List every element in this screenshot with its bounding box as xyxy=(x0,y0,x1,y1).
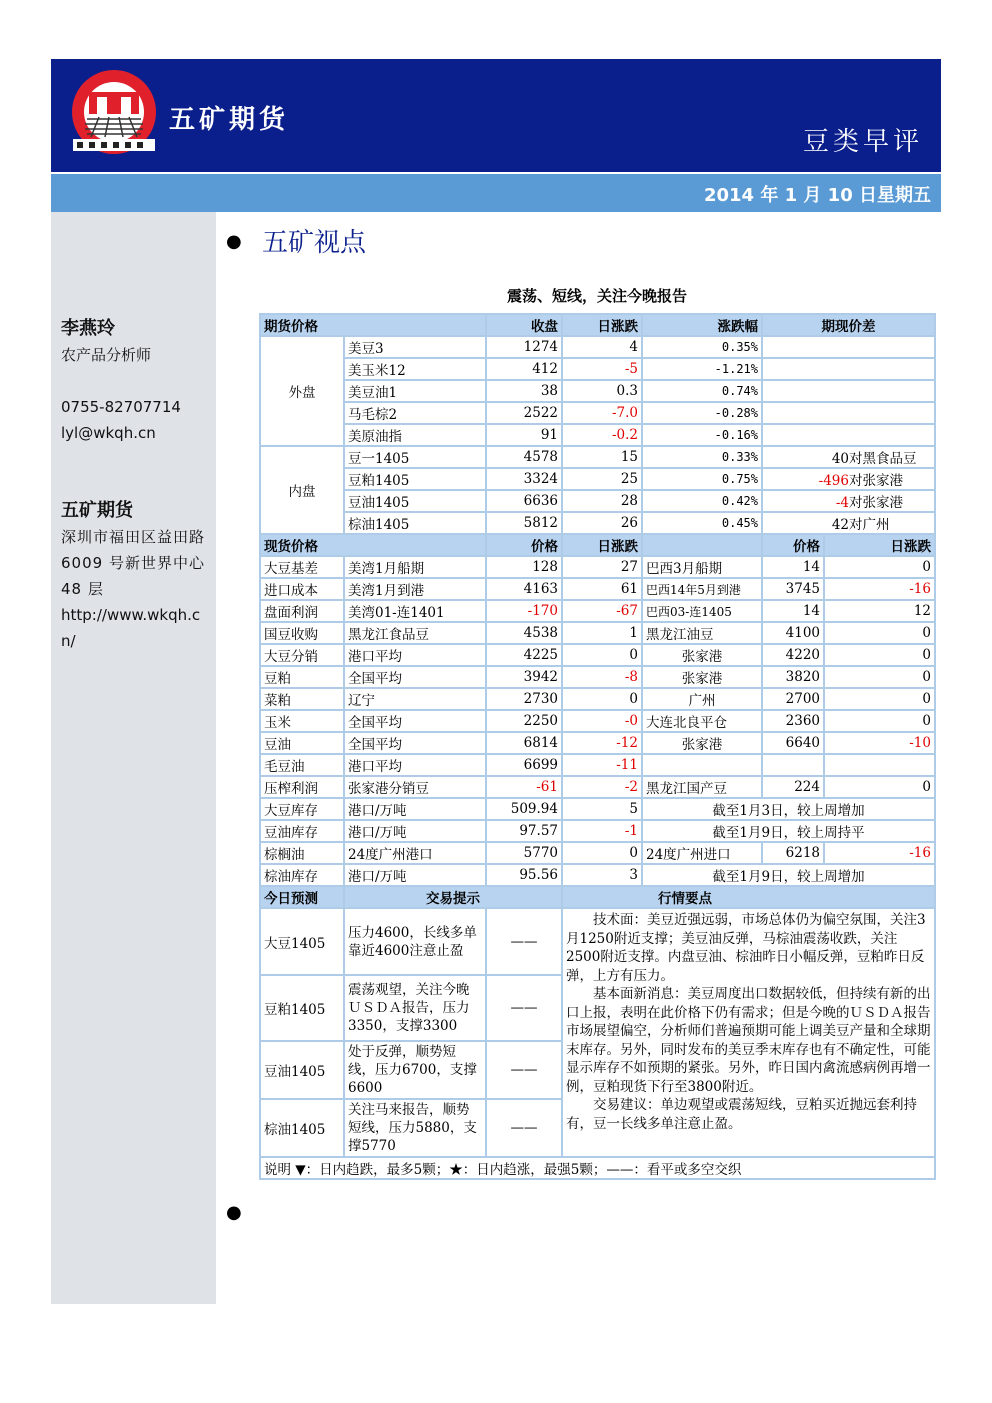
analyst-email[interactable]: lyl@wkqh.cn xyxy=(61,424,156,442)
spot-row xyxy=(260,820,935,842)
analyst-name: 李燕玲 xyxy=(61,318,115,339)
spot-location: 港口平均 xyxy=(344,644,486,666)
contract-name: 美豆3 xyxy=(344,336,486,358)
spot-change: 0 xyxy=(562,644,642,666)
trend-signal: —— xyxy=(486,908,562,975)
forecast-header-row xyxy=(260,886,935,908)
spot-row xyxy=(260,556,935,578)
spot-location xyxy=(642,754,762,776)
daily-change: 0.3 xyxy=(562,380,642,402)
change-percent: -0.16% xyxy=(642,424,762,446)
spot-location: 黑龙江食品豆 xyxy=(344,622,486,644)
spot-price: 3942 xyxy=(486,666,562,688)
spot-item: 棕榈油 xyxy=(260,842,344,864)
change-percent: -0.28% xyxy=(642,402,762,424)
minmetals-logo xyxy=(69,67,159,157)
basis-note: 对广州 xyxy=(849,517,890,533)
futures-row xyxy=(260,358,935,380)
futures-row xyxy=(260,512,935,534)
daily-change: 4 xyxy=(562,336,642,358)
sidebar xyxy=(51,212,216,1304)
spot-price: 4225 xyxy=(486,644,562,666)
daily-change: -0.2 xyxy=(562,424,642,446)
column-header: 行情要点 xyxy=(562,886,935,908)
inventory-note: 截至1月3日，较上周增加 xyxy=(642,798,935,820)
spot-price: 6814 xyxy=(486,732,562,754)
spot-change: -2 xyxy=(562,776,642,798)
close-price: 91 xyxy=(486,424,562,446)
spot-item: 大豆分销 xyxy=(260,644,344,666)
spot-header: 现货价格 xyxy=(260,534,486,556)
spot-location: 美湾1月到港 xyxy=(344,578,486,600)
spot-header-row xyxy=(260,534,935,556)
column-header: 日涨跌 xyxy=(824,534,935,556)
spot-price: 6699 xyxy=(486,754,562,776)
spot-item: 豆油库存 xyxy=(260,820,344,842)
basis-cell xyxy=(762,336,935,358)
spot-price: 6218 xyxy=(762,842,824,864)
spot-change: 5 xyxy=(562,798,642,820)
spot-change: 0 xyxy=(824,644,935,666)
spot-item: 棕油库存 xyxy=(260,864,344,886)
change-percent: 0.45% xyxy=(642,512,762,534)
spot-change: -12 xyxy=(562,732,642,754)
spot-price: 4538 xyxy=(486,622,562,644)
change-percent: 0.75% xyxy=(642,468,762,490)
spot-item: 大豆基差 xyxy=(260,556,344,578)
spot-change: -11 xyxy=(562,754,642,776)
spot-location: 黑龙江国产豆 xyxy=(642,776,762,798)
contract-name: 豆油1405 xyxy=(344,490,486,512)
spot-row xyxy=(260,864,935,886)
spot-change: -67 xyxy=(562,600,642,622)
spot-location: 张家港 xyxy=(642,644,762,666)
daily-change: 28 xyxy=(562,490,642,512)
spot-location: 全国平均 xyxy=(344,666,486,688)
daily-change: -7.0 xyxy=(562,402,642,424)
spot-row xyxy=(260,666,935,688)
futures-row xyxy=(260,336,935,358)
close-price: 412 xyxy=(486,358,562,380)
change-percent: 0.42% xyxy=(642,490,762,512)
spot-item: 玉米 xyxy=(260,710,344,732)
forecast-row xyxy=(260,908,935,975)
spot-location: 辽宁 xyxy=(344,688,486,710)
spot-location: 美湾1月船期 xyxy=(344,556,486,578)
close-price: 2522 xyxy=(486,402,562,424)
spot-row xyxy=(260,600,935,622)
market-points xyxy=(562,908,935,1157)
spot-change: 0 xyxy=(824,776,935,798)
spot-price: 224 xyxy=(762,776,824,798)
spot-row xyxy=(260,754,935,776)
change-percent: 0.33% xyxy=(642,446,762,468)
daily-change: 26 xyxy=(562,512,642,534)
basis-cell xyxy=(762,468,935,490)
spot-price: 3745 xyxy=(762,578,824,600)
contract-name: 豆一1405 xyxy=(344,446,486,468)
futures-row xyxy=(260,402,935,424)
spot-location: 24度广州进口 xyxy=(642,842,762,864)
trend-signal: —— xyxy=(486,1099,562,1157)
column-header: 收盘 xyxy=(486,314,562,336)
basis-cell xyxy=(762,512,935,534)
futures-row xyxy=(260,446,935,468)
close-price: 1274 xyxy=(486,336,562,358)
spot-location: 全国平均 xyxy=(344,732,486,754)
spot-price: 97.57 xyxy=(486,820,562,842)
report-headline: 震荡、短线，关注今晚报告 xyxy=(506,287,687,305)
trend-signal: —— xyxy=(486,1041,562,1099)
spot-item: 进口成本 xyxy=(260,578,344,600)
futures-row xyxy=(260,468,935,490)
daily-change: 25 xyxy=(562,468,642,490)
spot-price: 5770 xyxy=(486,842,562,864)
spot-location: 巴西14年5月到港 xyxy=(642,578,762,600)
spot-change: 12 xyxy=(824,600,935,622)
spot-price: -170 xyxy=(486,600,562,622)
date-bar xyxy=(51,174,941,212)
report-title: 豆类早评 xyxy=(802,127,923,157)
inventory-note: 截至1月9日，较上周增加 xyxy=(642,864,935,886)
close-price: 6636 xyxy=(486,490,562,512)
contract-name: 马毛棕2 xyxy=(344,402,486,424)
trade-tip: 关注马来报告，顺势短线，压力5880，支撑5770 xyxy=(344,1099,486,1157)
analyst-phone: 0755-82707714 xyxy=(61,398,181,416)
daily-change: 15 xyxy=(562,446,642,468)
spot-row xyxy=(260,622,935,644)
column-header: 期现价差 xyxy=(762,314,935,336)
spot-price: 2360 xyxy=(762,710,824,732)
basis-value: -4 xyxy=(835,495,849,511)
spot-item: 大豆库存 xyxy=(260,798,344,820)
spot-location: 张家港 xyxy=(642,666,762,688)
column-header: 日涨跌 xyxy=(562,314,642,336)
spot-price: 95.56 xyxy=(486,864,562,886)
change-percent: 0.74% xyxy=(642,380,762,402)
forecast-header: 今日预测 xyxy=(260,886,344,908)
basis-cell xyxy=(762,380,935,402)
trade-tip: 震荡观望，关注今晚ＵＳＤＡ报告，压力3350，支撑3300 xyxy=(344,975,486,1041)
sidebar-company: 五矿期货 xyxy=(61,500,133,521)
close-price: 3324 xyxy=(486,468,562,490)
forecast-contract: 大豆1405 xyxy=(260,908,344,975)
basis-note: 对张家港 xyxy=(849,495,903,511)
spot-location: 港口平均 xyxy=(344,754,486,776)
spot-price: 2250 xyxy=(486,710,562,732)
spot-location: 黑龙江油豆 xyxy=(642,622,762,644)
market-group: 外盘 xyxy=(260,336,344,446)
futures-row xyxy=(260,380,935,402)
spot-price: 2730 xyxy=(486,688,562,710)
spot-change: 0 xyxy=(824,666,935,688)
section-title: 五矿视点 xyxy=(262,228,367,258)
spot-item: 压榨利润 xyxy=(260,776,344,798)
spot-location: 24度广州港口 xyxy=(344,842,486,864)
spot-change xyxy=(824,754,935,776)
spot-row xyxy=(260,688,935,710)
spot-item: 豆粕 xyxy=(260,666,344,688)
market-point: 技术面：美豆近强远弱，市场总体仍为偏空氛围，关注3月1250附近支撑；美豆油反弹，马棕油震荡收跌，关注2500附近支撑。内盘豆油、棕油昨日小幅反弹，豆粕昨日反弹，上方有压力。 xyxy=(566,912,926,984)
spot-change: 0 xyxy=(824,710,935,732)
spot-change: 0 xyxy=(824,556,935,578)
company-name: 五矿期货 xyxy=(169,105,290,135)
report-header xyxy=(51,59,941,172)
spot-price: 4220 xyxy=(762,644,824,666)
spot-location: 港口/万吨 xyxy=(344,798,486,820)
column-header: 交易提示 xyxy=(344,886,562,908)
forecast-contract: 棕油1405 xyxy=(260,1099,344,1157)
analyst-role: 农产品分析师 xyxy=(61,346,152,364)
spot-price: 4100 xyxy=(762,622,824,644)
spot-item: 盘面利润 xyxy=(260,600,344,622)
bullet-point: ● xyxy=(226,1202,242,1223)
spot-price: 128 xyxy=(486,556,562,578)
contract-name: 美豆油1 xyxy=(344,380,486,402)
futures-row xyxy=(260,490,935,512)
market-point: 交易建议：单边观望或震荡短线，豆粕买近抛远套利持有，豆一长线多单注意止盈。 xyxy=(566,1097,917,1132)
spot-item: 菜粕 xyxy=(260,688,344,710)
spot-change: -10 xyxy=(824,732,935,754)
spot-change: 0 xyxy=(824,688,935,710)
spot-change: 0 xyxy=(562,842,642,864)
futures-header-row xyxy=(260,314,935,336)
basis-note: 对黑食品豆 xyxy=(849,451,917,467)
column-header: 价格 xyxy=(762,534,824,556)
spot-change: 27 xyxy=(562,556,642,578)
spot-price: 3820 xyxy=(762,666,824,688)
basis-value: 42 xyxy=(831,517,849,533)
basis-cell xyxy=(762,358,935,380)
futures-header: 期货价格 xyxy=(260,314,486,336)
contract-name: 美玉米12 xyxy=(344,358,486,380)
spot-location: 巴西3月船期 xyxy=(642,556,762,578)
report-date: 2014 年 1 月 10 日星期五 xyxy=(703,185,931,206)
contract-name: 豆粕1405 xyxy=(344,468,486,490)
spot-price: 6640 xyxy=(762,732,824,754)
spot-change: 1 xyxy=(562,622,642,644)
footnote-row xyxy=(260,1157,935,1179)
trade-tip: 处于反弹，顺势短线，压力6700，支撑6600 xyxy=(344,1041,486,1099)
market-group: 内盘 xyxy=(260,446,344,534)
contract-name: 美原油指 xyxy=(344,424,486,446)
column-header: 价格 xyxy=(486,534,562,556)
spot-location: 美湾01-连1401 xyxy=(344,600,486,622)
contract-name: 棕油1405 xyxy=(344,512,486,534)
spot-row xyxy=(260,798,935,820)
market-table xyxy=(259,313,936,1180)
forecast-contract: 豆粕1405 xyxy=(260,975,344,1041)
spot-change: 0 xyxy=(562,688,642,710)
spot-price: 509.94 xyxy=(486,798,562,820)
spot-location: 广州 xyxy=(642,688,762,710)
trade-tip: 压力4600，长线多单靠近4600注意止盈 xyxy=(344,908,486,975)
spot-location: 张家港分销豆 xyxy=(344,776,486,798)
spot-price xyxy=(762,754,824,776)
spot-location: 大连北良平仓 xyxy=(642,710,762,732)
close-price: 38 xyxy=(486,380,562,402)
basis-value: -496 xyxy=(818,473,849,489)
spot-item: 国豆收购 xyxy=(260,622,344,644)
spot-row xyxy=(260,644,935,666)
basis-cell xyxy=(762,402,935,424)
spot-change: 61 xyxy=(562,578,642,600)
basis-value: 40 xyxy=(831,451,849,467)
market-point: 基本面新消息：美豆周度出口数据较低，但持续有新的出口上报，表明在此价格下仍有需求；但是今晚的ＵＳＤＡ报告市场展望偏空，分析师们普遍预期可能上调美豆产量和全球期末库存。另外，同时发布的美豆季末库存也有不确定性，可能显示库存不如预期的紧张。另外，昨日国内禽流感病例再增一例，豆粕现货下行至3800附近。 xyxy=(566,986,931,1095)
spot-change: -16 xyxy=(824,578,935,600)
table-footnote: 说明 ▼：日内趋跌，最多5颗；★：日内趋涨，最强5颗；——：看平或多空交织 xyxy=(260,1157,935,1179)
forecast-contract: 豆油1405 xyxy=(260,1041,344,1099)
spot-item: 毛豆油 xyxy=(260,754,344,776)
spot-row xyxy=(260,732,935,754)
change-percent: -1.21% xyxy=(642,358,762,380)
spot-change: -0 xyxy=(562,710,642,732)
spot-change: 0 xyxy=(824,622,935,644)
spot-location: 全国平均 xyxy=(344,710,486,732)
column-header xyxy=(642,534,762,556)
spot-row xyxy=(260,776,935,798)
spot-price: 14 xyxy=(762,556,824,578)
spot-price: 4163 xyxy=(486,578,562,600)
futures-row xyxy=(260,424,935,446)
spot-price: -61 xyxy=(486,776,562,798)
bullet-point: ● xyxy=(226,231,242,252)
basis-cell xyxy=(762,490,935,512)
change-percent: 0.35% xyxy=(642,336,762,358)
basis-cell xyxy=(762,424,935,446)
spot-location: 张家港 xyxy=(642,732,762,754)
basis-note: 对张家港 xyxy=(849,473,903,489)
spot-row xyxy=(260,578,935,600)
inventory-note: 截至1月9日，较上周持平 xyxy=(642,820,935,842)
spot-change: -1 xyxy=(562,820,642,842)
trend-signal: —— xyxy=(486,975,562,1041)
spot-location: 港口/万吨 xyxy=(344,864,486,886)
column-header: 涨跌幅 xyxy=(642,314,762,336)
spot-location: 港口/万吨 xyxy=(344,820,486,842)
company-address: 深圳市福田区益田路 6009 号新世界中心 48 层 xyxy=(61,528,206,598)
column-header: 日涨跌 xyxy=(562,534,642,556)
close-price: 5812 xyxy=(486,512,562,534)
spot-row xyxy=(260,842,935,864)
daily-change: -5 xyxy=(562,358,642,380)
close-price: 4578 xyxy=(486,446,562,468)
basis-cell xyxy=(762,446,935,468)
spot-item: 豆油 xyxy=(260,732,344,754)
spot-price: 14 xyxy=(762,600,824,622)
spot-row xyxy=(260,710,935,732)
spot-location: 巴西03-连1405 xyxy=(642,600,762,622)
spot-change: 3 xyxy=(562,864,642,886)
spot-change: -16 xyxy=(824,842,935,864)
spot-change: -8 xyxy=(562,666,642,688)
spot-price: 2700 xyxy=(762,688,824,710)
company-website[interactable]: http://www.wkqh.cn/ xyxy=(61,606,201,650)
